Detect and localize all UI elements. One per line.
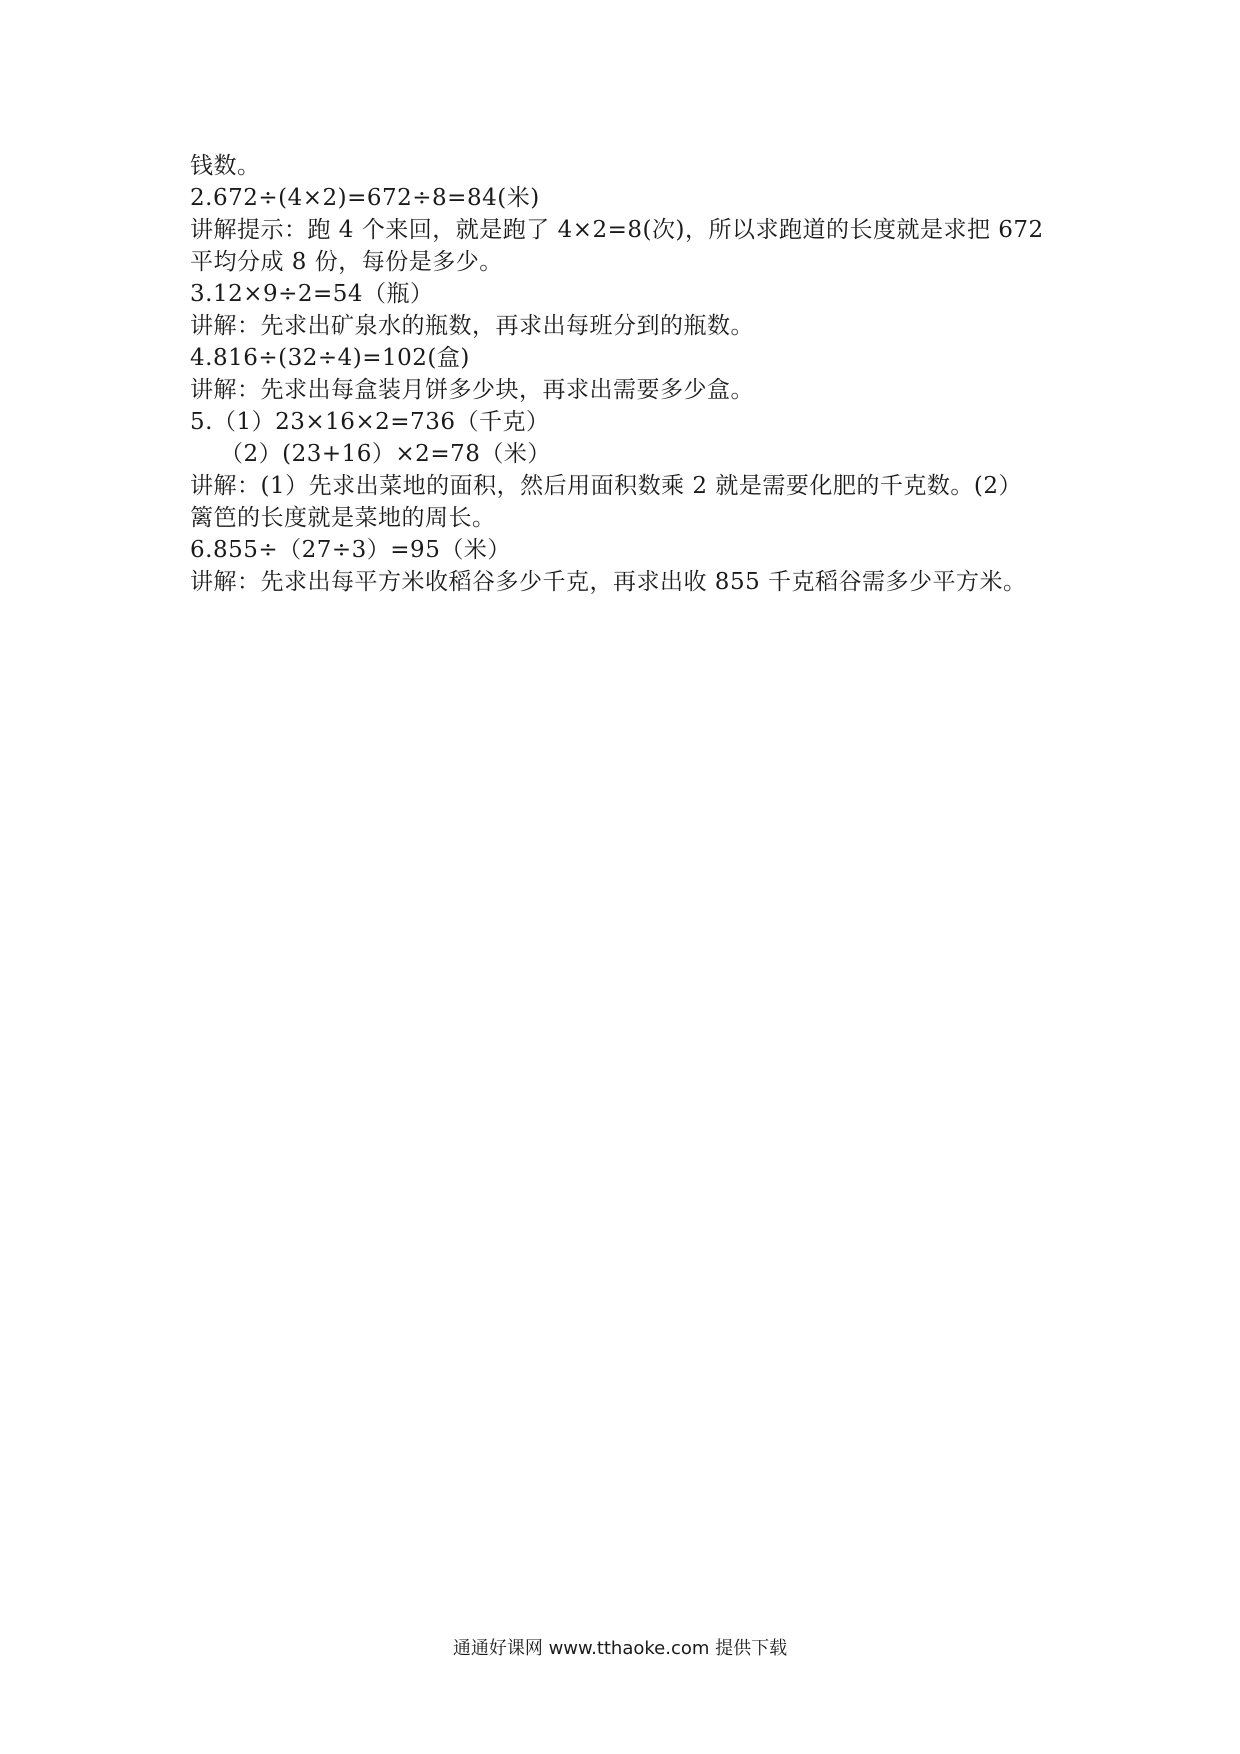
answer-5-explanation-cont: 篱笆的长度就是菜地的周长。 — [190, 505, 496, 531]
page-footer: 通通好课网 www.tthaoke.com 提供下载 — [452, 1638, 788, 1659]
answer-6-equation: 6.855÷（27÷3）=95（米） — [190, 537, 511, 563]
answer-2-equation: 2.672÷(4×2)=672÷8=84(米) — [190, 185, 540, 211]
answer-2-explanation-cont: 平均分成 8 份，每份是多少。 — [190, 249, 503, 275]
answer-2-explanation: 讲解提示：跑 4 个来回，就是跑了 4×2=8(次)，所以求跑道的长度就是求把 672 — [190, 217, 1044, 243]
answer-4-equation: 4.816÷(32÷4)=102(盒) — [190, 345, 470, 371]
text-line: 钱数。 — [190, 153, 261, 179]
answer-5-part-2-equation: （2）(23+16）×2=78（米） — [220, 441, 551, 467]
answer-3-explanation: 讲解：先求出矿泉水的瓶数，再求出每班分到的瓶数。 — [190, 313, 754, 339]
answer-6-explanation: 讲解：先求出每平方米收稻谷多少千克，再求出收 855 千克稻谷需多少平方米。 — [190, 569, 1027, 595]
answer-3-equation: 3.12×9÷2=54（瓶） — [190, 281, 434, 307]
answer-section — [190, 150, 1070, 598]
answer-4-explanation: 讲解：先求出每盒装月饼多少块，再求出需要多少盒。 — [190, 377, 754, 403]
answer-5-explanation: 讲解：(1）先求出菜地的面积，然后用面积数乘 2 就是需要化肥的千克数。(2） — [190, 473, 1022, 499]
answer-5-part-1-equation: 5.（1）23×16×2=736（千克） — [190, 409, 550, 435]
